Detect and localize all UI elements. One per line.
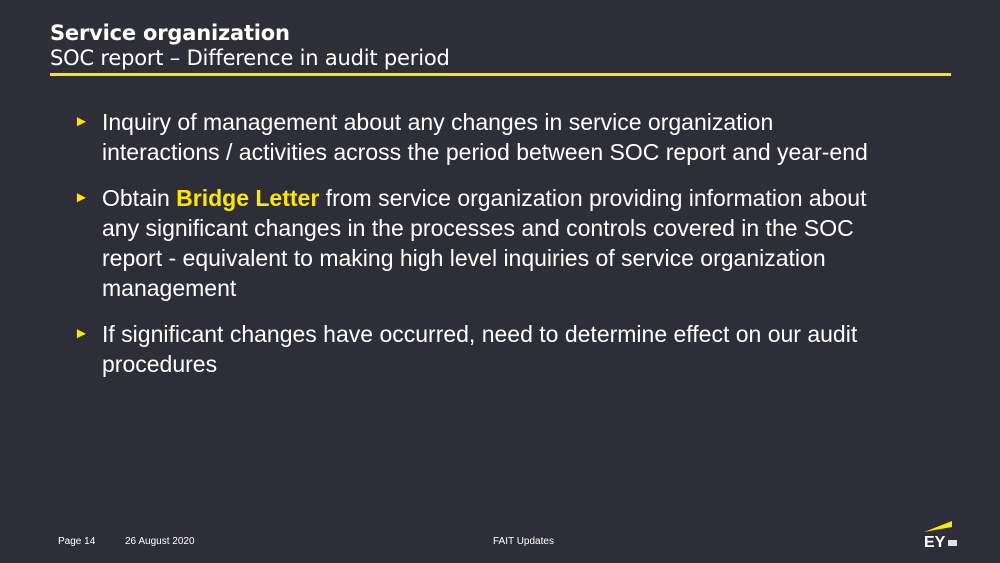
bullet-text: If significant changes have occurred, need to determine effect on our audit procedures	[102, 321, 858, 377]
bullet-item-significant-changes	[74, 319, 894, 379]
footer-page-number: Page 14	[58, 536, 96, 547]
bullet-text: Inquiry of management about any changes in service organization interactions / activities across the period between SOC report and year-end	[102, 109, 868, 165]
ey-logo-text: EY	[924, 534, 946, 550]
title-divider	[50, 73, 951, 76]
bridge-letter-highlight: Bridge Letter	[176, 185, 320, 211]
bullet-arrow-icon: ►	[74, 113, 89, 130]
bullet-text-prefix: Obtain	[102, 185, 177, 211]
bullet-arrow-icon: ►	[74, 189, 89, 206]
bullet-item-inquiry	[74, 107, 894, 167]
title-block	[50, 20, 950, 70]
footer-title: FAIT Updates	[493, 536, 554, 547]
slide-subtitle: SOC report – Difference in audit period	[50, 46, 450, 70]
bullet-arrow-icon: ►	[74, 325, 89, 342]
bullet-text-suffix: from service organization providing information about any significant changes in the processes and controls covered in the SOC report - equivalent to making high level inquiries of service organization management	[102, 185, 867, 301]
bullet-item-bridge-letter	[74, 183, 894, 303]
footer-date: 26 August 2020	[125, 536, 195, 547]
bullet-list	[74, 107, 894, 395]
slide-title: Service organization	[50, 21, 290, 45]
ey-logo-icon	[922, 518, 962, 550]
